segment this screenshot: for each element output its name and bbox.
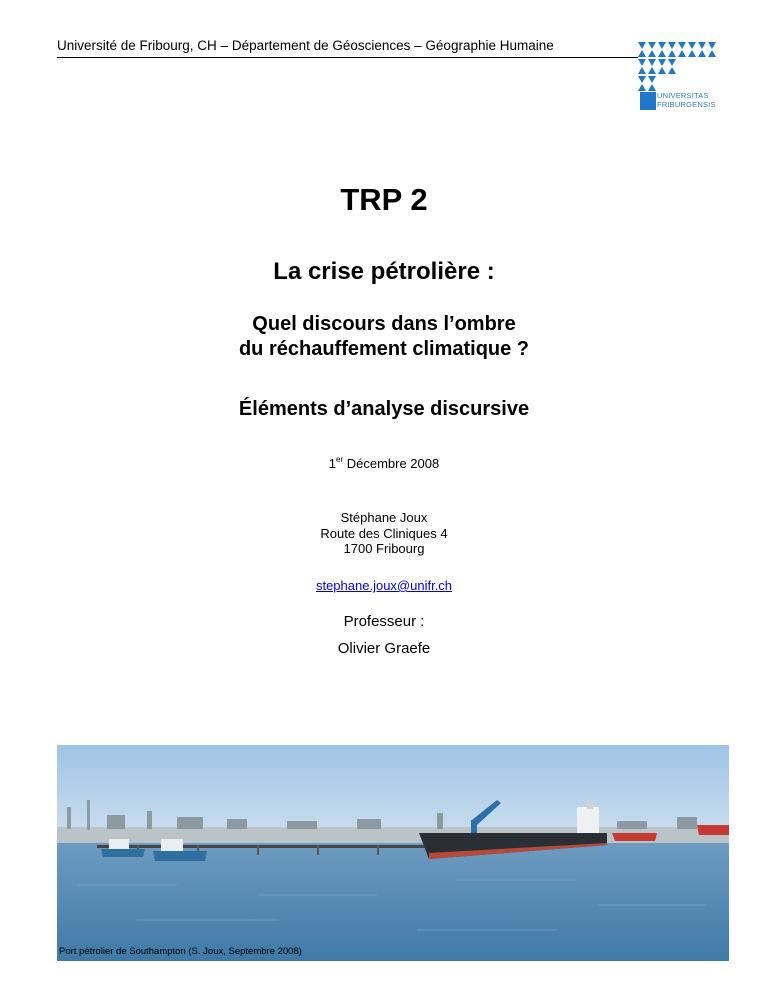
course-title: TRP 2 <box>340 182 428 217</box>
professor-name: Olivier Graefe <box>337 640 431 657</box>
author-street: Route des Cliniques 4 <box>320 525 448 541</box>
subtitle-line-1: Quel discours dans l’ombre <box>252 313 516 335</box>
document-subtitle <box>0 312 768 362</box>
logo-triangles-icon <box>638 42 716 91</box>
logo-line-2: FRIBURGENSIS <box>657 99 716 109</box>
logo-wordmark <box>657 92 716 109</box>
header-text: Université de Fribourg, CH – Département de Géosciences – Géographie Humaine <box>57 38 554 53</box>
section-title: Éléments d’analyse discursive <box>238 398 530 420</box>
author-address <box>0 510 768 557</box>
photo-caption: Port pétrolier de Southampton (S. Joux, Septembre 2008) <box>59 946 302 957</box>
logo-line-1: UNIVERSITAS <box>657 91 709 100</box>
document-title: La crise pétrolière : <box>273 258 495 285</box>
date-day: 1 <box>328 456 336 471</box>
date-suffix: er <box>335 455 344 464</box>
document-date <box>0 455 768 471</box>
professor-label: Professeur : <box>343 613 425 630</box>
header-rule <box>57 57 638 58</box>
subtitle-line-2: du réchauffement climatique ? <box>238 338 530 360</box>
author-name: Stéphane Joux <box>340 510 428 525</box>
logo-square <box>640 92 656 110</box>
author-city: 1700 Fribourg <box>343 541 425 556</box>
harbour-photo <box>57 745 729 961</box>
author-email-link[interactable]: stephane.joux@unifr.ch <box>315 578 453 593</box>
date-rest: Décembre 2008 <box>343 456 440 471</box>
